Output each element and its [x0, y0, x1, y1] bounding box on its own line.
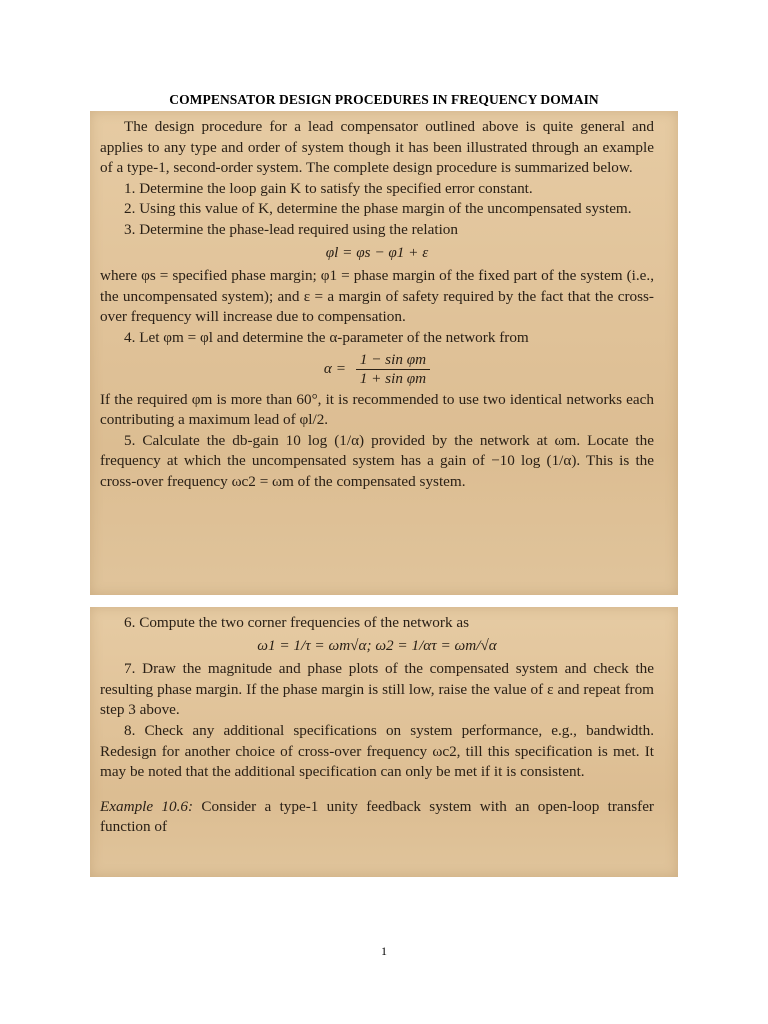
step-8: 8. Check any additional specifications on system performance, e.g., bandwidth. Redesign for another choice of cross-over frequency ωc2, till this specification is met. It may be noted that the additional specification can only be met if it is consistent.	[100, 721, 654, 781]
step-2: 2. Using this value of K, determine the phase margin of the uncompensated system.	[124, 200, 632, 218]
alpha-numerator: 1 − sin φm	[356, 351, 430, 370]
alpha-formula-lhs: α =	[323, 359, 346, 377]
step-1: 1. Determine the loop gain K to satisfy the specified error constant.	[124, 179, 533, 197]
example-label: Example 10.6:	[100, 797, 194, 815]
phase-lead-formula: φl = φs − φ1 + ε	[325, 243, 429, 261]
alpha-fraction	[356, 351, 430, 388]
page-title: COMPENSATOR DESIGN PROCEDURES IN FREQUENCY DOMAIN	[169, 92, 599, 107]
intro-paragraph: The design procedure for a lead compensator outlined above is quite general and applies to any type and order of system though it has been illustrated through an example of a type-1, second-order system. The complete design procedure is summarized below.	[100, 118, 654, 177]
scanned-text-block-1	[90, 111, 678, 595]
step-3-definitions: where φs = specified phase margin; φ1 = phase margin of the fixed part of the system (i.e., the uncompensated system); and ε = a margin of safety required by the fact that the cross-over frequency will increase due to compensation.	[100, 267, 654, 326]
step-6: 6. Compute the two corner frequencies of the network as	[124, 614, 469, 631]
step-7: 7. Draw the magnitude and phase plots of the compensated system and check the resulting phase margin. If the phase margin is still low, raise the value of ε and repeat from step 3 above.	[100, 660, 654, 719]
scanned-text-block-2	[90, 607, 678, 877]
step-4: 4. Let φm = φl and determine the α-parameter of the network from	[124, 328, 529, 346]
step-3: 3. Determine the phase-lead required using the relation	[124, 220, 458, 238]
alpha-denominator: 1 + sin φm	[359, 369, 427, 387]
alpha-formula	[100, 351, 654, 388]
page-number: 1	[381, 944, 387, 958]
corner-frequency-formula: ω1 = 1/τ = ωm√α; ω2 = 1/ατ = ωm/√α	[257, 636, 497, 654]
step-4-note: If the required φm is more than 60°, it is recommended to use two identical networks each contributing a maximum lead of φl/2.	[100, 390, 654, 429]
example-paragraph	[100, 797, 654, 838]
step-5: 5. Calculate the db-gain 10 log (1/α) provided by the network at ωm. Locate the frequency at which the uncompensated system has a gain of −10 log (1/α). This is the cross-over frequency ωc2 = ωm of the compensated system.	[100, 431, 654, 490]
example-text: Consider a type-1 unity feedback system with an open-loop transfer function of	[100, 797, 654, 836]
